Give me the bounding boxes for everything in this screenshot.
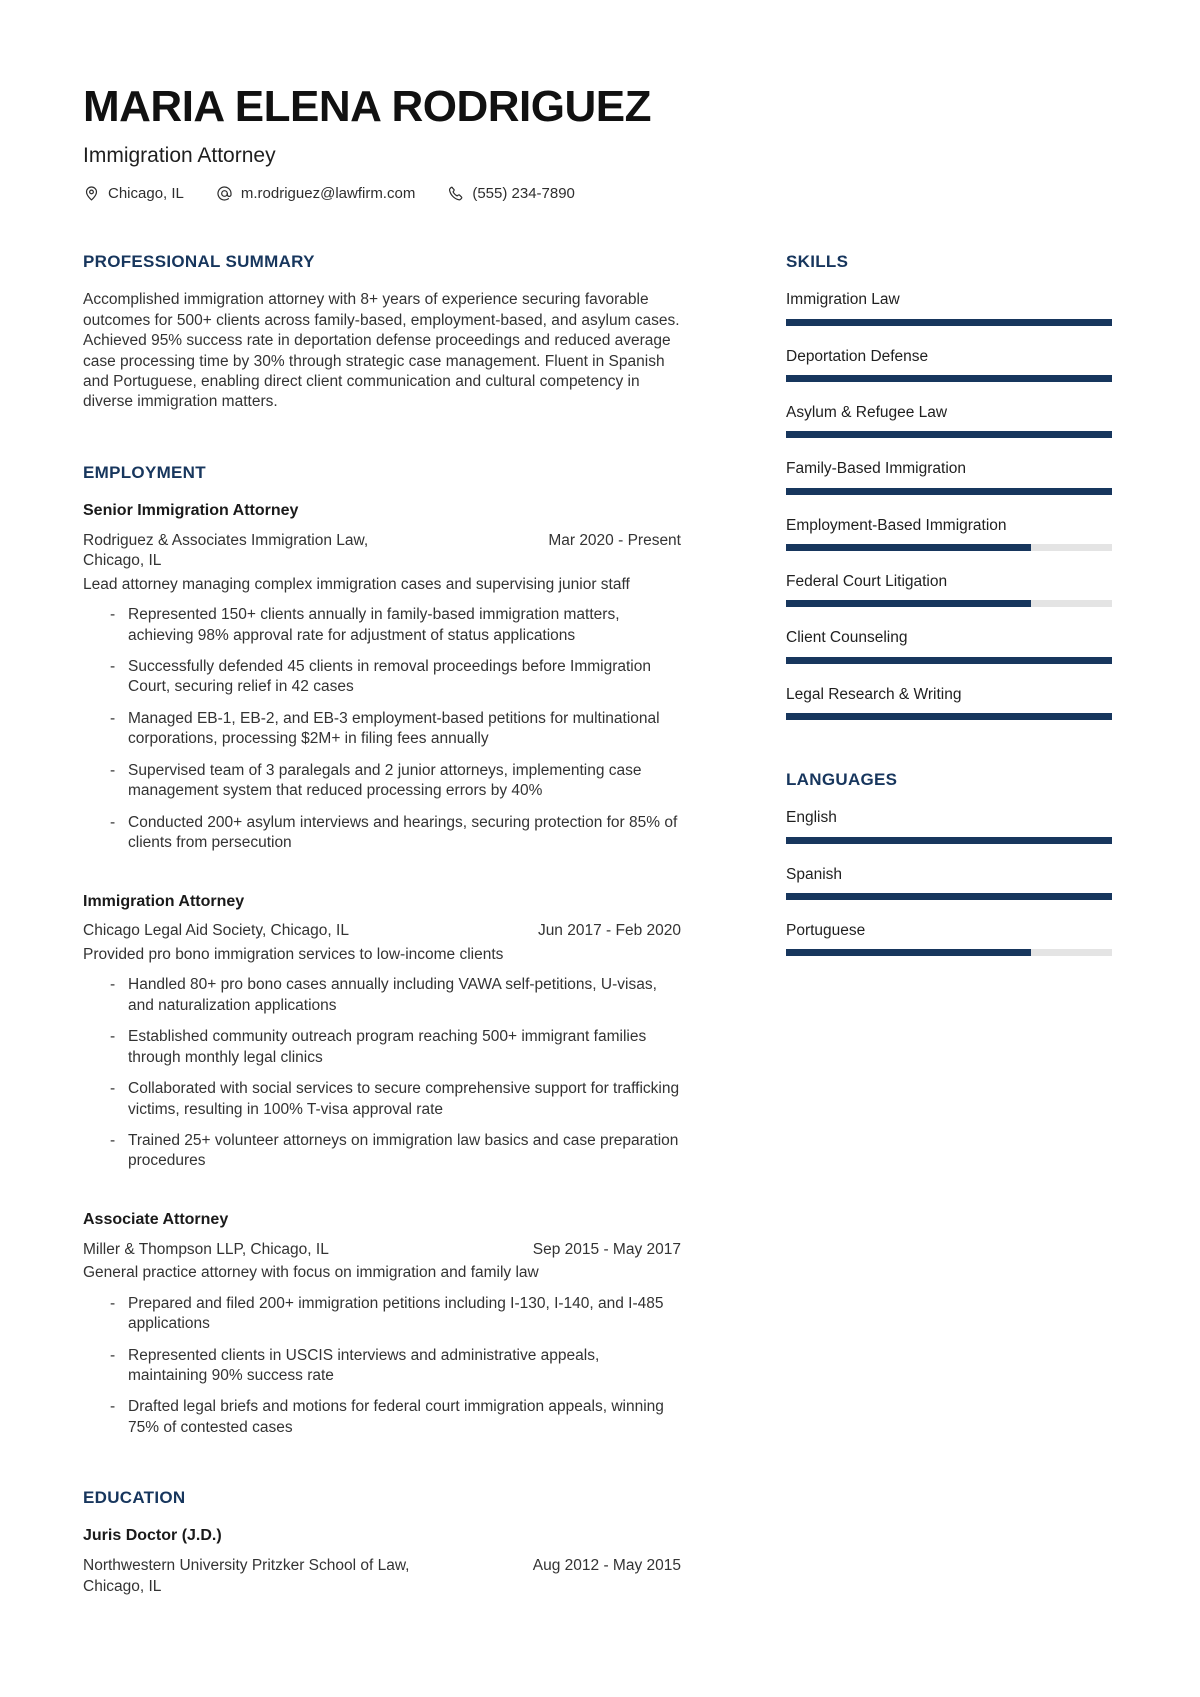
- contact-item: [83, 185, 184, 202]
- job-dates: Sep 2015 - May 2017: [532, 1240, 681, 1258]
- job-description: Lead attorney managing complex immigration cases and supervising junior staff: [83, 575, 630, 593]
- meter-fill: [786, 488, 1112, 495]
- section-employment: [83, 463, 681, 1438]
- language-item: [786, 808, 1112, 843]
- meter-label: Legal Research & Writing: [786, 685, 962, 703]
- sidebar-column: [786, 252, 1112, 1600]
- job-bullet: - Collaborated with social services to secure comprehensive support for trafficking victims, resulting in 100% T-visa approval rate: [110, 1079, 681, 1120]
- meter-fill: [786, 600, 1031, 607]
- main-column: [83, 252, 681, 1600]
- contact-row: [83, 185, 1112, 202]
- degree-dates: Aug 2012 - May 2015: [532, 1557, 681, 1575]
- meter-label: Portuguese: [786, 921, 866, 939]
- meter-track: [786, 600, 1112, 607]
- meter-fill: [786, 837, 1112, 844]
- skills-section-title: SKILLS: [786, 252, 849, 272]
- skill-item: [786, 459, 1112, 494]
- meter-label: Spanish: [786, 865, 843, 883]
- meter-fill: [786, 657, 1112, 664]
- skill-item: [786, 290, 1112, 325]
- meter-label: Federal Court Litigation: [786, 573, 948, 591]
- job-bullet: - Represented clients in USCIS interviews and administrative appeals, maintaining 90% success rate: [110, 1346, 681, 1387]
- languages-section-title: LANGUAGES: [786, 770, 898, 790]
- resume-columns: [83, 252, 1112, 1600]
- job-description: Provided pro bono immigration services to low-income clients: [83, 945, 504, 963]
- degree-school: Northwestern University Pritzker School of Law, Chicago, IL: [83, 1557, 410, 1595]
- skill-item: [786, 403, 1112, 438]
- language-item: [786, 865, 1112, 900]
- job-bullet: - Represented 150+ clients annually in family-based immigration matters, achieving 98% approval rate for adjustment of status applications: [110, 605, 681, 646]
- meter-fill: [786, 893, 1112, 900]
- section-education: [83, 1488, 681, 1597]
- meter-track: [786, 544, 1112, 551]
- meter-fill: [786, 713, 1112, 720]
- person-title: Immigration Attorney: [83, 144, 276, 168]
- job-bullets: [83, 1294, 681, 1439]
- degree-name: Juris Doctor (J.D.): [83, 1527, 222, 1545]
- section-skills: [786, 252, 1112, 720]
- skill-item: [786, 572, 1112, 607]
- employment-jobs: [83, 501, 681, 1438]
- contact-item: [447, 185, 575, 202]
- contact-text: m.rodriguez@lawfirm.com: [240, 185, 416, 203]
- meter-track: [786, 837, 1112, 844]
- meter-label: Employment-Based Immigration: [786, 516, 1007, 534]
- job-bullet: - Drafted legal briefs and motions for federal court immigration appeals, winning 75% of contested cases: [110, 1397, 681, 1438]
- job-bullet: - Prepared and filed 200+ immigration petitions including I-130, I-140, and I-485 applications: [110, 1294, 681, 1335]
- job-role: Immigration Attorney: [83, 892, 245, 910]
- job-bullet: - Successfully defended 45 clients in removal proceedings before Immigration Court, securing relief in 42 cases: [110, 657, 681, 698]
- meter-fill: [786, 544, 1031, 551]
- contact-text: Chicago, IL: [108, 185, 184, 203]
- job-description: General practice attorney with focus on immigration and family law: [83, 1264, 539, 1282]
- skill-item: [786, 628, 1112, 663]
- job-bullet: - Established community outreach program reaching 500+ immigrant families through monthly legal clinics: [110, 1027, 681, 1068]
- meter-label: Client Counseling: [786, 629, 908, 647]
- job-bullet: - Trained 25+ volunteer attorneys on immigration law basics and case preparation procedures: [110, 1131, 681, 1172]
- section-languages: [786, 770, 1112, 956]
- employment-section-title: EMPLOYMENT: [83, 462, 206, 482]
- contact-text: (555) 234-7890: [472, 185, 575, 203]
- meter-track: [786, 431, 1112, 438]
- person-name: MARIA ELENA RODRIGUEZ: [83, 82, 652, 131]
- at-icon: [216, 185, 233, 202]
- meter-label: Immigration Law: [786, 291, 900, 309]
- skill-item: [786, 516, 1112, 551]
- resume-header: [83, 84, 1112, 202]
- map-pin-icon: [83, 185, 100, 202]
- skill-item: [786, 685, 1112, 720]
- language-item: [786, 921, 1112, 956]
- meter-track: [786, 375, 1112, 382]
- languages-list: [786, 808, 1112, 956]
- job-dates: Mar 2020 - Present: [548, 531, 681, 549]
- job-bullet: - Managed EB-1, EB-2, and EB-3 employment-based petitions for multinational corporations, processing $2M+ in filing fees annually: [110, 709, 681, 750]
- job-bullet: - Supervised team of 3 paralegals and 2 junior attorneys, implementing case management system that reduced processing errors by 40%: [110, 761, 681, 802]
- meter-track: [786, 893, 1112, 900]
- education-section-title: EDUCATION: [83, 1488, 186, 1508]
- meter-track: [786, 488, 1112, 495]
- job-entry: [83, 501, 681, 854]
- meter-fill: [786, 431, 1112, 438]
- meter-label: English: [786, 809, 837, 827]
- meter-label: Asylum & Refugee Law: [786, 403, 948, 421]
- section-professional-summary: [83, 252, 681, 413]
- meter-fill: [786, 949, 1031, 956]
- meter-track: [786, 713, 1112, 720]
- job-role: Associate Attorney: [83, 1210, 229, 1228]
- job-bullets: [83, 605, 681, 854]
- job-company: Rodriguez & Associates Immigration Law, Chicago, IL: [83, 531, 369, 570]
- job-company: Miller & Thompson LLP, Chicago, IL: [83, 1240, 329, 1258]
- job-dates: Jun 2017 - Feb 2020: [537, 922, 681, 940]
- summary-section-title: PROFESSIONAL SUMMARY: [83, 252, 315, 272]
- contact-item: [216, 185, 415, 202]
- skill-item: [786, 347, 1112, 382]
- degree-entry: [83, 1526, 681, 1597]
- meter-track: [786, 319, 1112, 326]
- job-role: Senior Immigration Attorney: [83, 501, 299, 519]
- meter-fill: [786, 319, 1112, 326]
- job-entry: [83, 892, 681, 1172]
- meter-label: Family-Based Immigration: [786, 460, 967, 478]
- job-bullet: - Handled 80+ pro bono cases annually including VAWA self-petitions, U-visas, and naturalization applications: [110, 975, 681, 1016]
- education-degrees: [83, 1526, 681, 1597]
- job-company: Chicago Legal Aid Society, Chicago, IL: [83, 922, 349, 940]
- meter-fill: [786, 375, 1112, 382]
- job-bullets: [83, 975, 681, 1172]
- meter-track: [786, 657, 1112, 664]
- skills-list: [786, 290, 1112, 720]
- phone-icon: [447, 185, 464, 202]
- meter-track: [786, 949, 1112, 956]
- job-entry: [83, 1210, 681, 1438]
- job-bullet: - Conducted 200+ asylum interviews and hearings, securing protection for 85% of clients from persecution: [110, 813, 681, 854]
- meter-label: Deportation Defense: [786, 347, 929, 365]
- summary-text: Accomplished immigration attorney with 8+ years of experience securing favorable outcomes for 500+ clients across family-based, employment-based, and asylum cases. Achieved 95% success rate in deportation defense proceedings and reduced average case processing time by 30% through strategic case management. Fluent in Spanish and Portuguese, enabling direct client communication and cultural competency in diverse immigration matters.: [83, 291, 680, 411]
